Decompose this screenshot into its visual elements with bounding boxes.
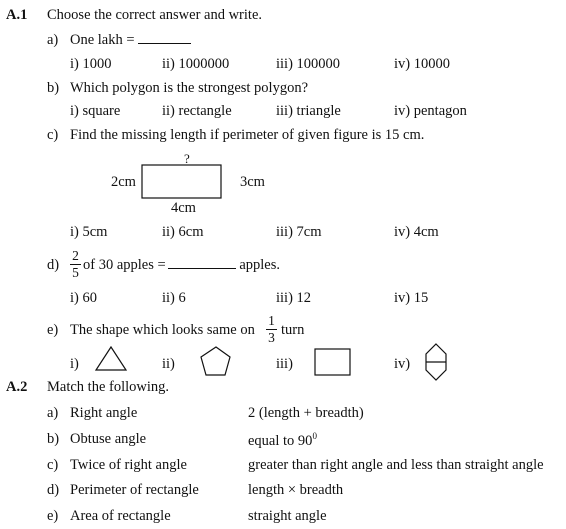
match-right-item: 2 (length + breadth): [248, 405, 364, 421]
match-left-item: Obtuse angle: [70, 431, 147, 447]
match-left-item: Perimeter of rectangle: [70, 482, 199, 498]
question-2-label: A.2: [6, 379, 28, 395]
figure-left-label: 2cm: [111, 174, 136, 190]
question-1-instruction: Choose the correct answer and write.: [47, 7, 263, 23]
match-right-item: length × breadth: [248, 482, 344, 498]
option-b-1: i) square: [70, 103, 121, 119]
figure-right-label: 3cm: [240, 174, 265, 190]
option-e-3: iii): [276, 356, 293, 372]
item-d-letter: d): [47, 257, 60, 273]
match-right-item: straight angle: [248, 508, 327, 524]
match-right-item: greater than right angle and less than straight angle: [248, 457, 544, 473]
option-b-4: iv) pentagon: [394, 103, 467, 119]
figure-bottom-label: 4cm: [171, 200, 196, 216]
figure-top-label: ?: [184, 151, 190, 166]
option-a-4: iv) 10000: [394, 56, 450, 72]
fraction-one-third: 1 3: [266, 314, 277, 344]
question-2-instruction: Match the following.: [47, 379, 170, 395]
option-c-4: iv) 4cm: [394, 224, 439, 240]
item-d-question: of 30 apples = apples.: [83, 257, 280, 273]
item-a-letter: a): [47, 32, 59, 48]
match-row-letter: e): [47, 508, 59, 524]
item-e-question: The shape which looks same on: [70, 322, 255, 338]
item-e-suffix: turn: [281, 322, 305, 338]
item-b-question: Which polygon is the strongest polygon?: [70, 80, 309, 96]
option-a-2: ii) 1000000: [162, 56, 230, 72]
option-b-2: ii) rectangle: [162, 103, 232, 119]
match-left-item: Twice of right angle: [70, 457, 187, 473]
match-right-item: equal to $90^0$: [248, 431, 317, 449]
triangle-shape: [96, 347, 126, 370]
match-left-item: Area of rectangle: [70, 508, 171, 524]
option-b-3: iii) triangle: [276, 103, 341, 119]
item-c-question: Find the missing length if perimeter of given figure is 15 cm.: [70, 127, 425, 143]
option-a-3: iii) 100000: [276, 56, 341, 72]
option-c-1: i) 5cm: [70, 224, 108, 240]
option-d-1: i) 60: [70, 290, 97, 306]
option-a-1: i) 1000: [70, 56, 112, 72]
item-b-letter: b): [47, 80, 60, 96]
match-row-letter: d): [47, 482, 60, 498]
item-e-letter: e): [47, 322, 59, 338]
option-d-3: iii) 12: [276, 290, 312, 306]
item-c-letter: c): [47, 127, 59, 143]
square-shape: [315, 349, 350, 375]
option-c-2: ii) 6cm: [162, 224, 204, 240]
match-row-letter: b): [47, 431, 60, 447]
match-row-letter: c): [47, 457, 59, 473]
fraction-two-fifths: 2 5: [70, 249, 81, 279]
question-1-label: A.1: [6, 7, 28, 23]
option-d-4: iv) 15: [394, 290, 429, 306]
option-e-4: iv): [394, 356, 411, 372]
pentagon-shape: [201, 347, 230, 375]
option-e-2: ii): [162, 356, 175, 372]
option-d-2: ii) 6: [162, 290, 186, 306]
match-row-letter: a): [47, 405, 59, 421]
item-a-question: One lakh =: [70, 33, 191, 48]
option-e-1: i): [70, 356, 79, 372]
match-left-item: Right angle: [70, 405, 138, 421]
option-c-3: iii) 7cm: [276, 224, 322, 240]
